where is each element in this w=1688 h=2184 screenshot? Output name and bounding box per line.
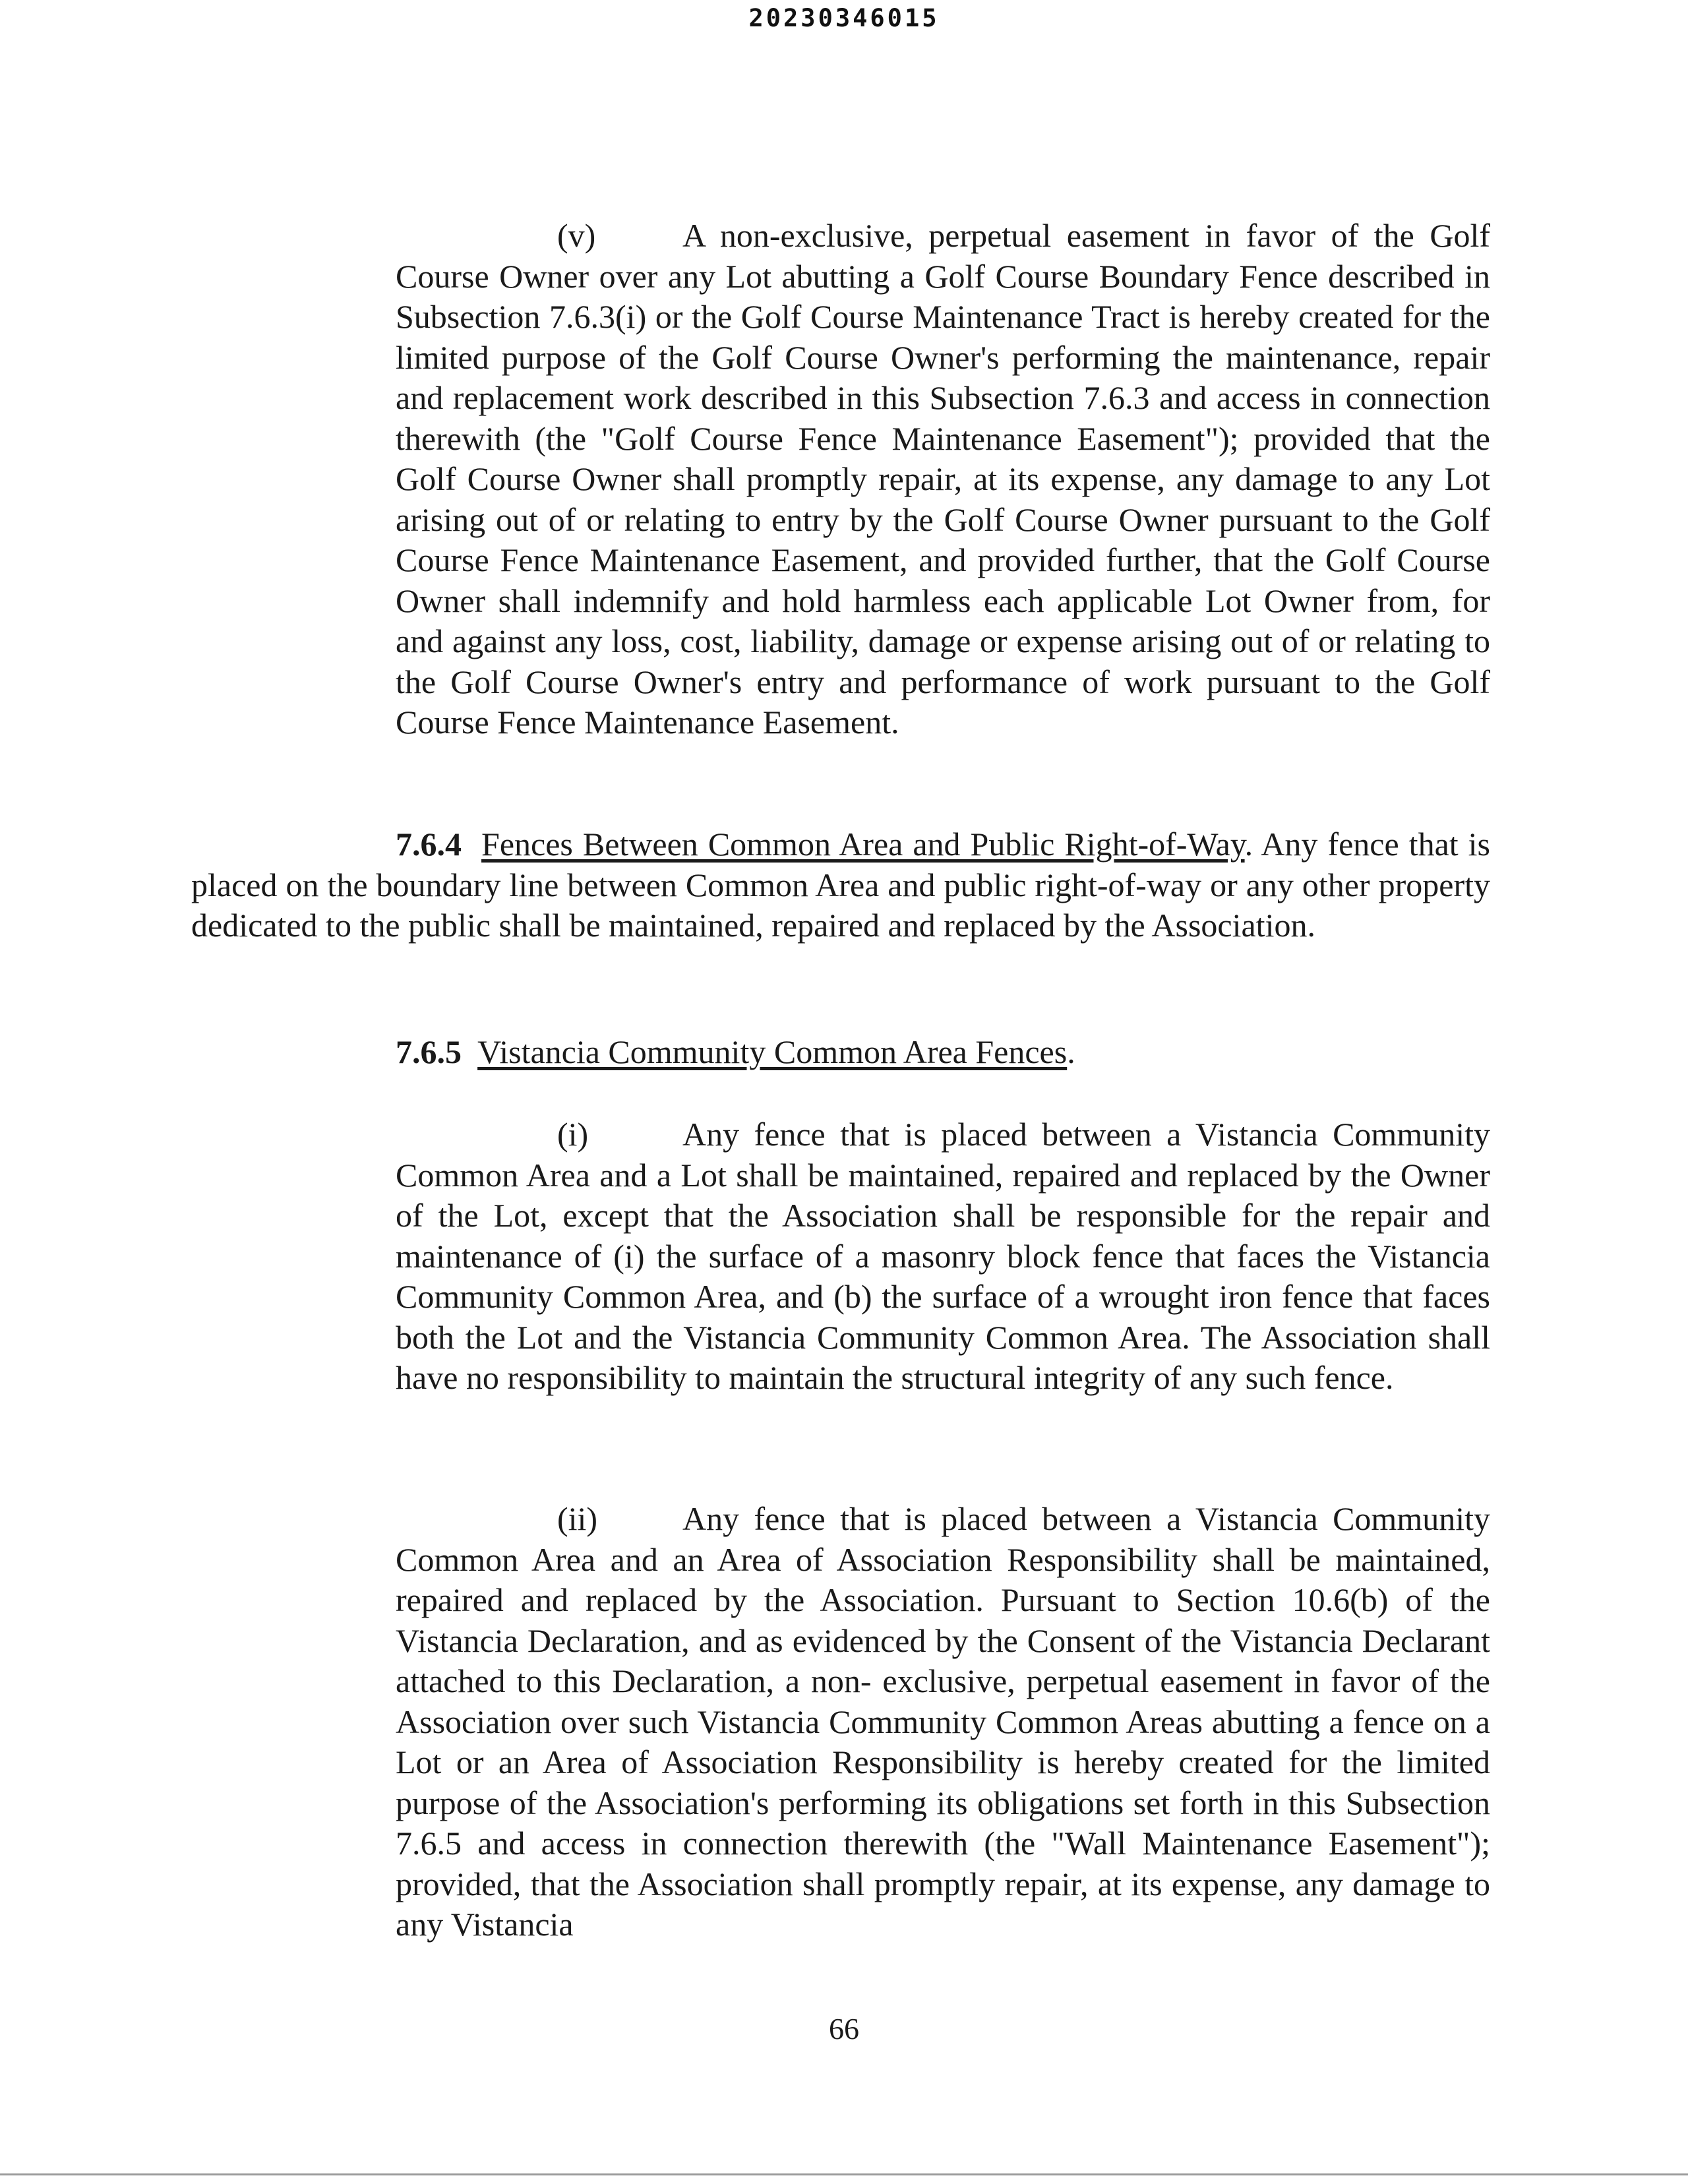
- section-7-6-4-title: Fences Between Common Area and Public Right-of-Way: [481, 826, 1245, 863]
- paragraph-ii-text: Any fence that is placed between a Vistancia Community Common Area and an Area of Association Responsibility shall be maintained, repaired and replaced by the Association. Pursuant to Section 10.6(b) of the Vistancia Declaration, and as evidenced by the Consent of the Vistancia Declarant attached to this Declaration, a non- exclusive, perpetual easement in favor of the Association over such Vistancia Community Common Areas abutting a fence on a Lot or an Area of Association Responsibility is hereby created for the limited purpose of the Association's performing its obligations set forth in this Subsection 7.6.5 and access in connection therewith (the "Wall Maintenance Easement"); provided, that the Association shall promptly repair, at its expense, any damage to any Vistancia: [396, 1500, 1490, 1943]
- document-number: 20230346015: [748, 4, 940, 32]
- section-7-6-5-number: 7.6.5: [396, 1033, 462, 1070]
- paragraph-v-marker: (v): [557, 217, 596, 254]
- paragraph-i-text: Any fence that is placed between a Vistancia Community Common Area and a Lot shall be maintained, repaired and replaced by the Owner of the Lot, except that the Association shall be responsible for the repair and maintenance of (i) the surface of a masonry block fence that faces the Vistancia Community Common Area, and (b) the surface of a wrought iron fence that faces both the Lot and the Vistancia Community Common Area. The Association shall have no responsibility to maintain the structural integrity of any such fence.: [396, 1116, 1490, 1396]
- page-number: 66: [829, 2012, 859, 2046]
- paragraph-ii: [396, 1499, 1490, 1945]
- paragraph-i: [396, 1114, 1490, 1399]
- page-bottom-rule: [0, 2173, 1688, 2175]
- section-7-6-4-text: . Any fence that is placed on the boundary line between Common Area and public right-of-way or any other property dedicated to the public shall be maintained, repaired and replaced by the Association.: [191, 826, 1491, 944]
- section-7-6-4-number: 7.6.4: [396, 826, 462, 863]
- paragraph-v: [396, 216, 1490, 743]
- paragraph-i-marker: (i): [557, 1116, 589, 1153]
- section-7-6-5-trailing: .: [1067, 1033, 1075, 1070]
- section-7-6-4: [191, 824, 1490, 946]
- paragraph-ii-marker: (ii): [557, 1500, 598, 1537]
- section-7-6-5-heading: [396, 1032, 1075, 1073]
- section-7-6-5-title: Vistancia Community Common Area Fences: [477, 1033, 1068, 1070]
- paragraph-v-text: A non-exclusive, perpetual easement in favor of the Golf Course Owner over any Lot abutting a Golf Course Boundary Fence described in Subsection 7.6.3(i) or the Golf Course Maintenance Tract is hereby created for the limited purpose of the Golf Course Owner's performing the maintenance, repair and replacement work described in this Subsection 7.6.3 and access in connection therewith (the "Golf Course Fence Maintenance Easement"); provided that the Golf Course Owner shall promptly repair, at its expense, any damage to any Lot arising out of or relating to entry by the Golf Course Owner pursuant to the Golf Course Fence Maintenance Easement, and provided further, that the Golf Course Owner shall indemnify and hold harmless each applicable Lot Owner from, for and against any loss, cost, liability, damage or expense arising out of or relating to the Golf Course Owner's entry and performance of work pursuant to the Golf Course Fence Maintenance Easement.: [396, 217, 1490, 741]
